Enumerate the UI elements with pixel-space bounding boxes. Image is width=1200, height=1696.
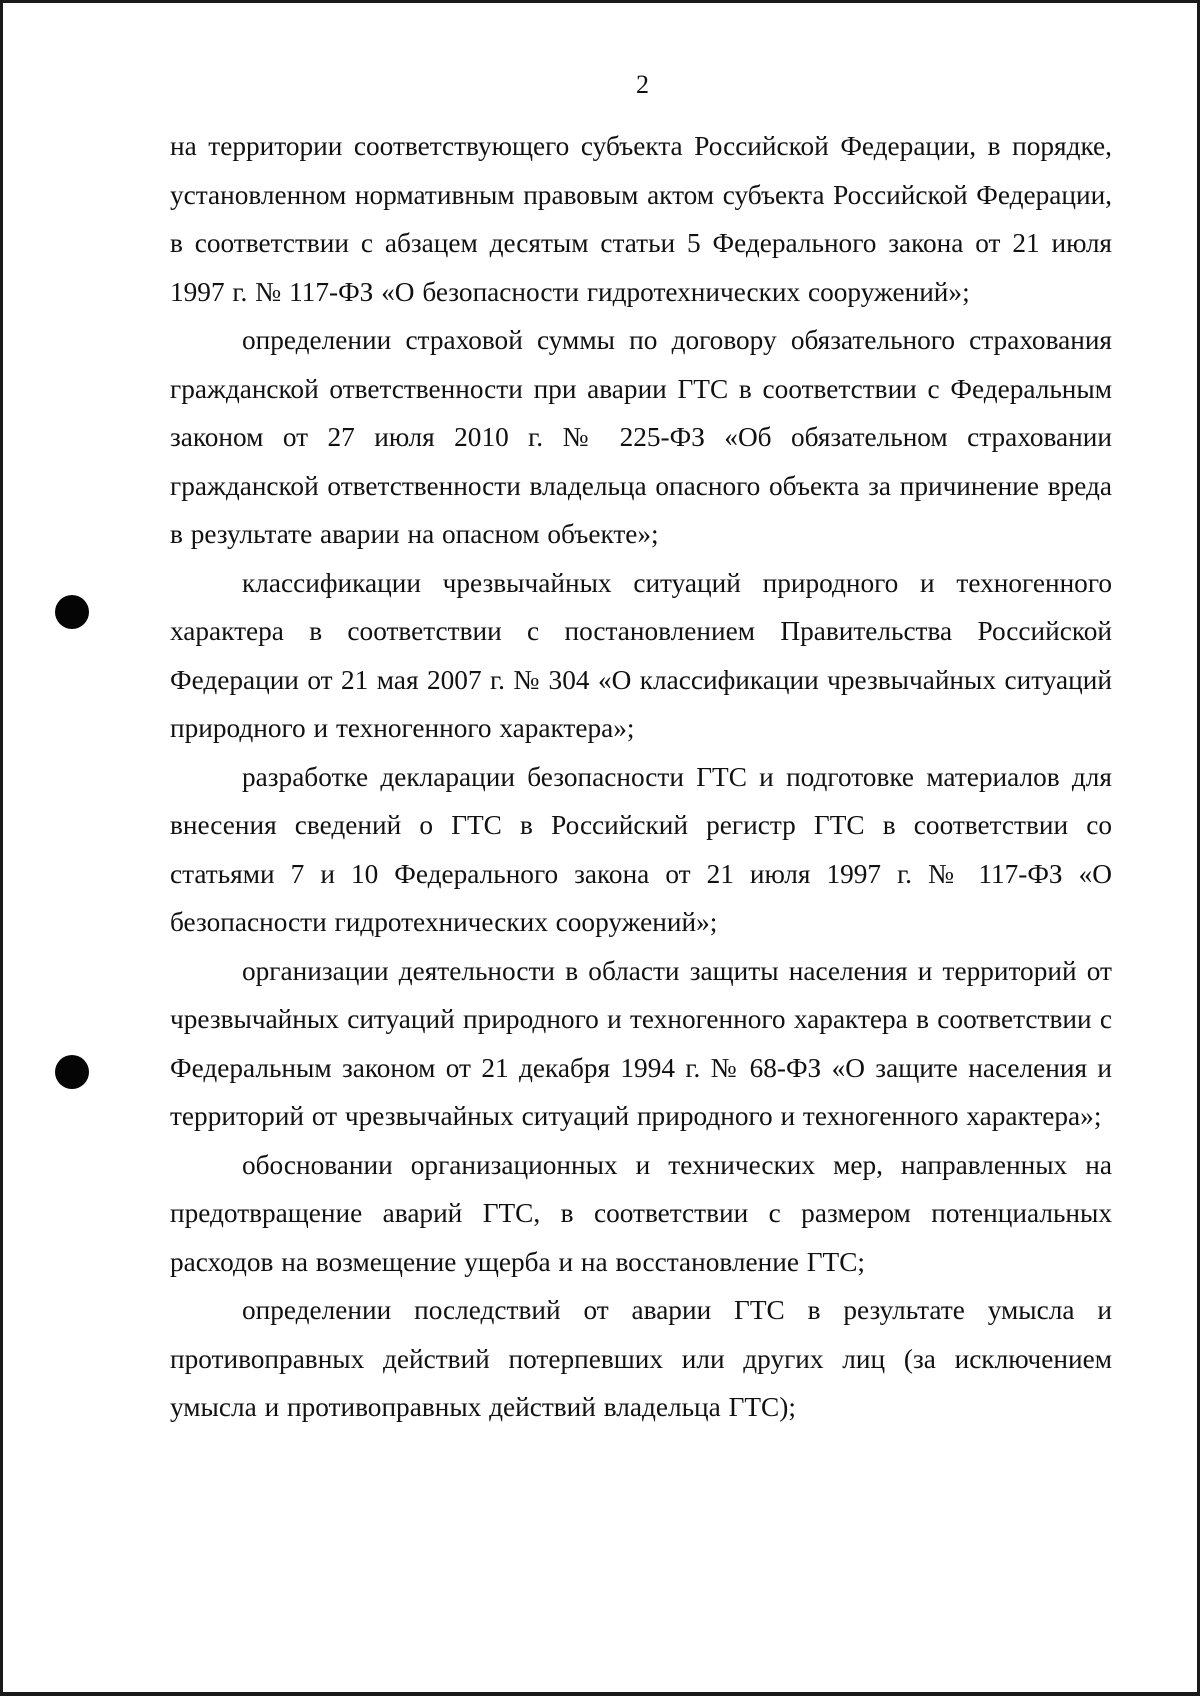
document-body: [170, 122, 1112, 1432]
paragraph-continuation: на территории соответствующего субъекта Российской Федерации, в порядке, установленном нормативным правовым актом субъекта Российской Федерации, в соответствии с абзацем десятым статьи 5 Федерального закона от 21 июля 1997 г. № 117-ФЗ «О безопасности гидротехнических сооружений»;: [170, 131, 1112, 307]
paragraph-population-protection: организации деятельности в области защиты населения и территорий от чрезвычайных ситуаций природного и техногенного характера в соответствии с Федеральным законом от 21 декабря 1994 г. № 68-ФЗ «О защите населения и территорий от чрезвычайных ситуаций природного и техногенного характера»;: [170, 955, 1112, 1131]
scan-border-bottom: [0, 1692, 1200, 1696]
punch-hole-upper: [55, 595, 89, 629]
scan-border-top: [0, 0, 1200, 3]
paragraph-insurance-sum: определении страховой суммы по договору обязательного страхования гражданской ответственности при аварии ГТС в соответствии с Федеральным законом от 27 июля 2010 г. № 225-ФЗ «Об обязательном страховании гражданской ответственности владельца опасного объекта за причинение вреда в результате аварии на опасном объекте»;: [170, 325, 1112, 549]
page-number: 2: [636, 70, 649, 99]
paragraph-safety-declaration: разработке декларации безопасности ГТС и подготовке материалов для внесения сведений о ГТС в Российский регистр ГТС в соответствии со статьями 7 и 10 Федерального закона от 21 июля 1997 г. № 117-ФЗ «О безопасности гидротехнических сооружений»;: [170, 761, 1112, 937]
paragraph-accident-consequences: определении последствий от аварии ГТС в результате умысла и противоправных действий потерпевших или других лиц (за исключением умысла и противоправных действий владельца ГТС);: [170, 1295, 1112, 1422]
scan-border-left: [0, 0, 3, 1696]
paragraph-preventive-measures: обосновании организационных и технических мер, направленных на предотвращение аварий ГТС, в соответствии с размером потенциальных расходов на возмещение ущерба и на восстановление ГТС;: [170, 1149, 1112, 1277]
punch-hole-lower: [55, 1055, 89, 1089]
paragraph-emergency-classification: классификации чрезвычайных ситуаций природного и техногенного характера в соответствии с постановлением Правительства Российской Федерации от 21 мая 2007 г. № 304 «О классификации чрезвычайных ситуаций природного и техногенного характера»;: [170, 567, 1112, 743]
